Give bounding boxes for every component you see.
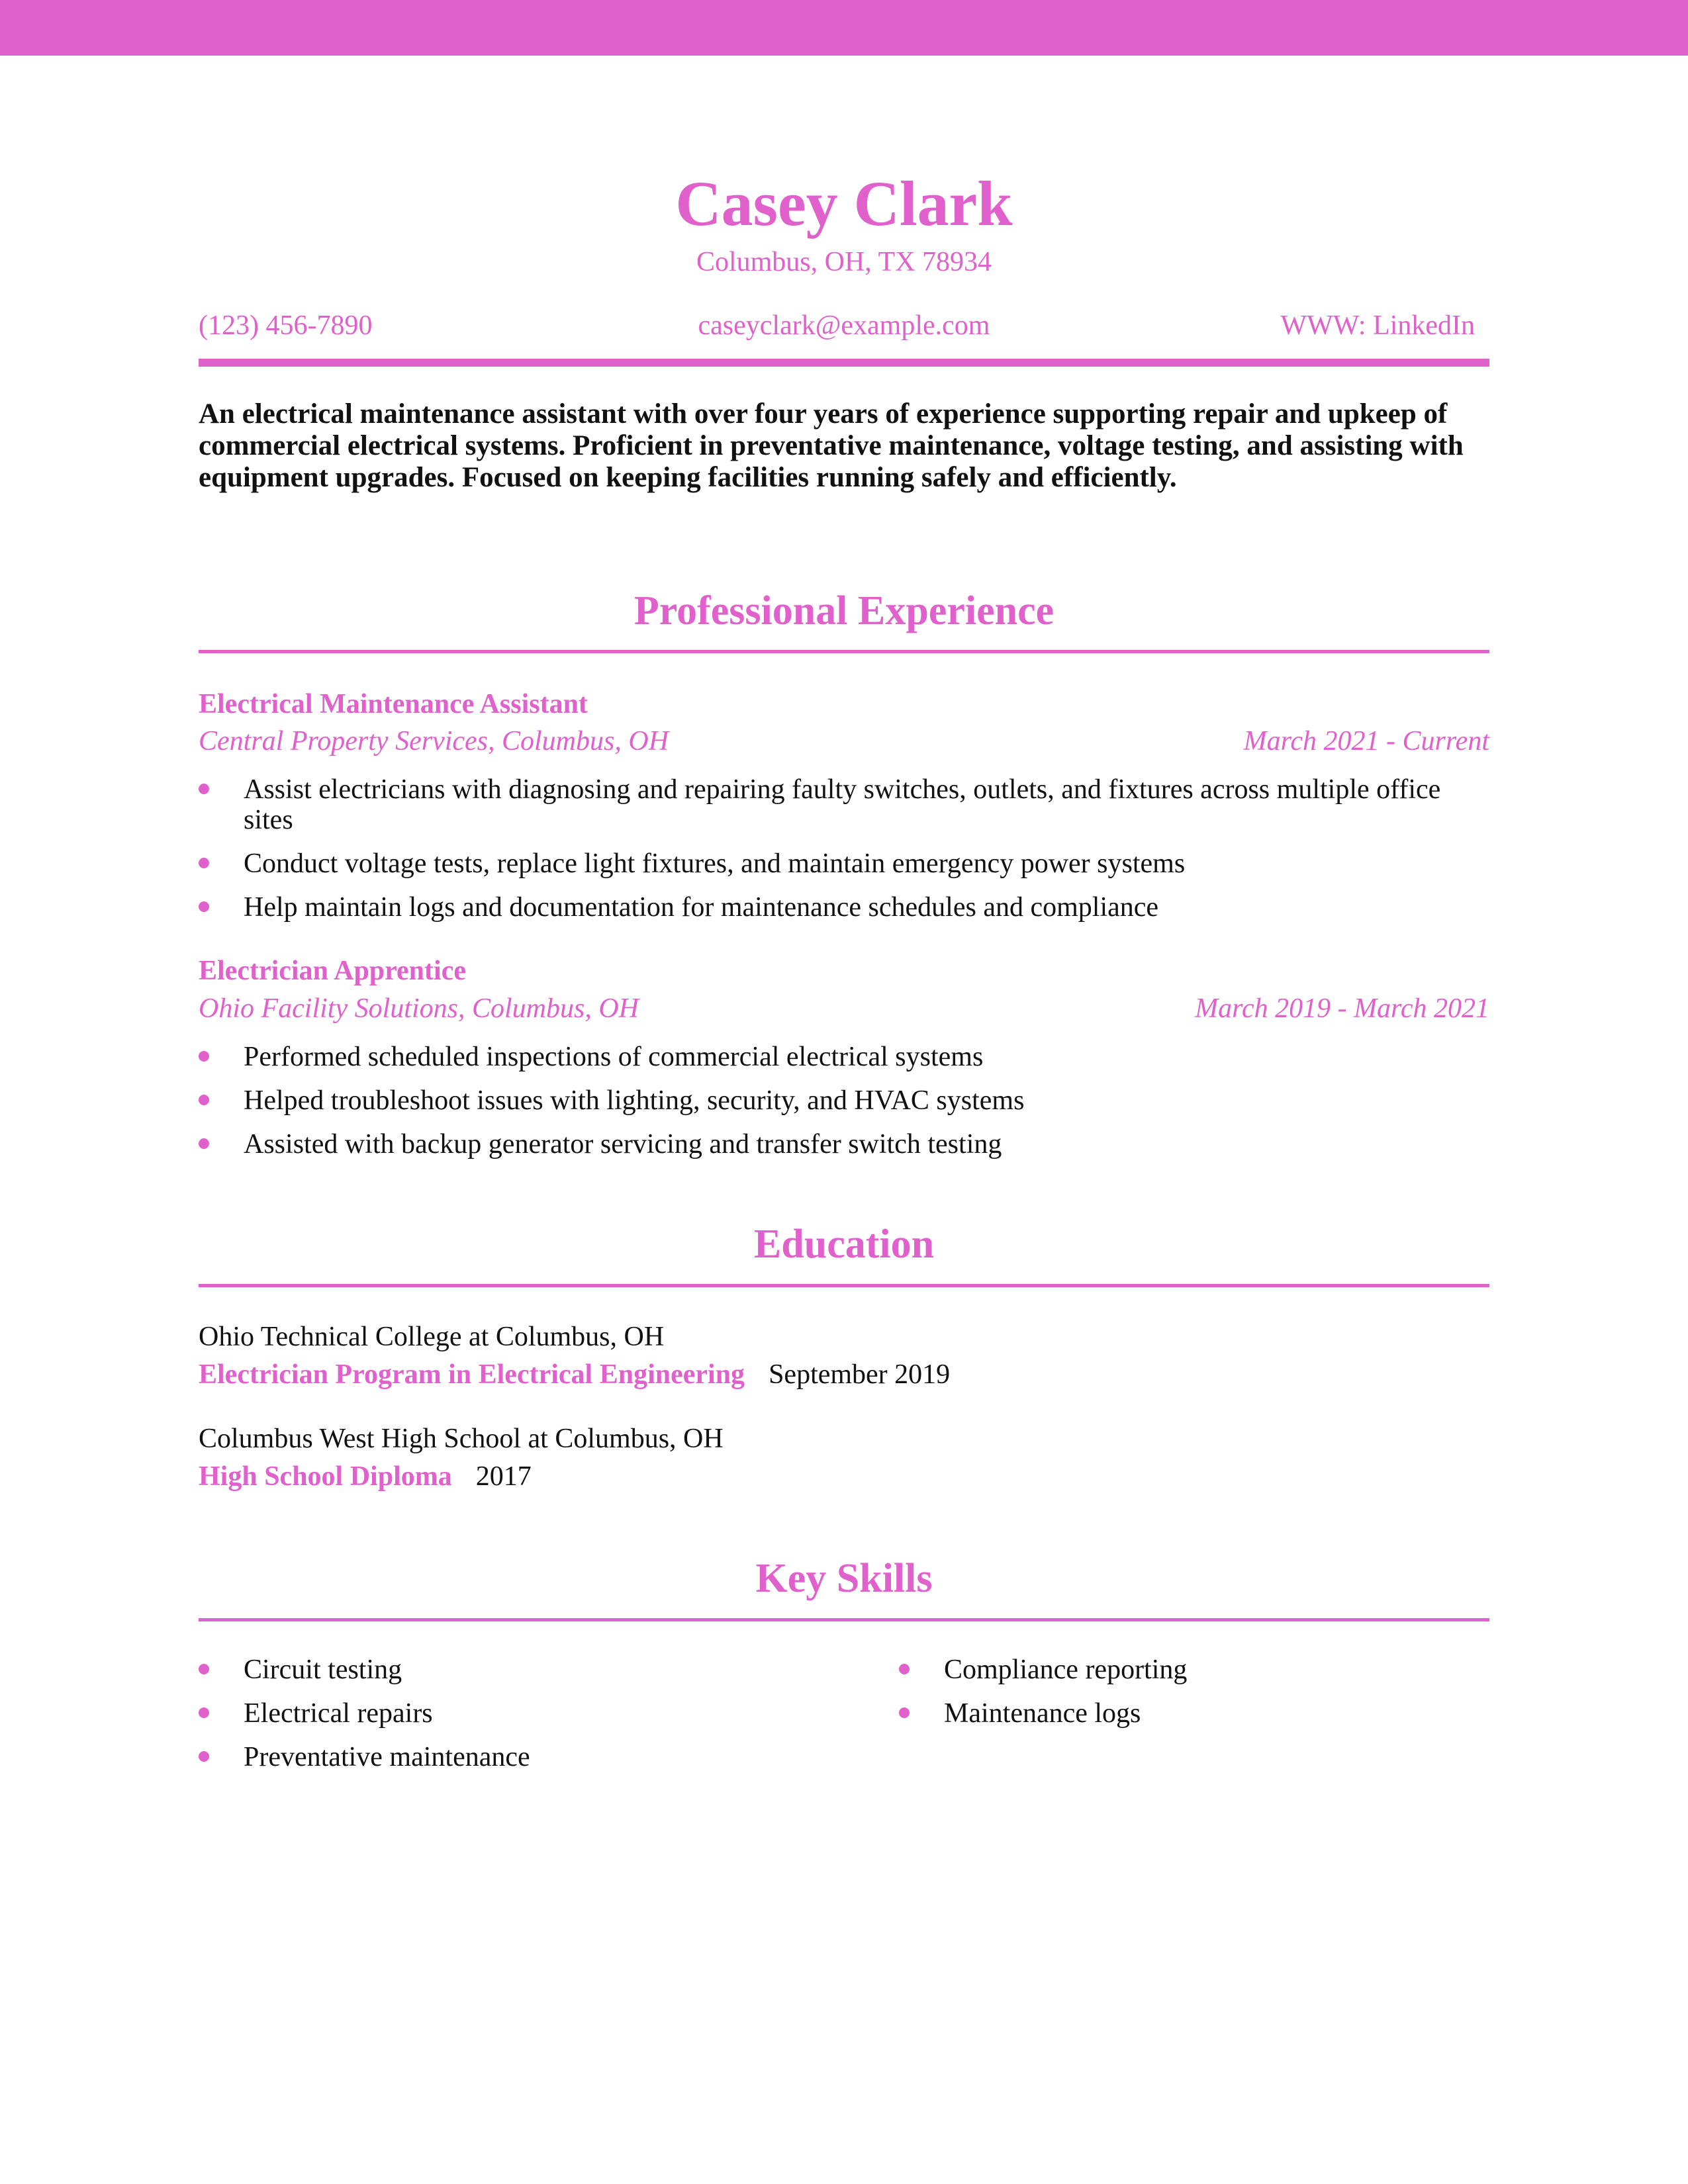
bullet-dot-icon	[199, 784, 209, 794]
skills-divider	[199, 1618, 1489, 1621]
education-school: Columbus West High School at Columbus, OH	[199, 1424, 724, 1454]
education-school: Ohio Technical College at Columbus, OH	[199, 1322, 665, 1352]
job-bullets	[199, 774, 1489, 936]
list-item: Preventative maintenance	[199, 1742, 1489, 1772]
job-company: Central Property Services, Columbus, OH	[199, 726, 669, 756]
list-item: Conduct voltage tests, replace light fixtures, and maintain emergency power systems	[199, 848, 1489, 879]
job-dates: March 2019 - March 2021	[1195, 993, 1489, 1024]
candidate-name: Casey Clark	[675, 168, 1013, 239]
contact-row	[199, 310, 1489, 347]
job-bullets	[199, 1042, 1489, 1173]
education-divider	[199, 1284, 1489, 1287]
skills-list-right	[899, 1655, 1688, 1742]
education-degree-row	[199, 1461, 532, 1492]
job-dates: March 2021 - Current	[1243, 726, 1489, 756]
bullet-dot-icon	[199, 1664, 209, 1674]
list-item: Maintenance logs	[899, 1698, 1688, 1729]
candidate-location: Columbus, OH, TX 78934	[696, 247, 992, 277]
education-degree: Electrician Program in Electrical Engineering	[199, 1359, 745, 1390]
education-degree-row	[199, 1359, 950, 1390]
bullet-dot-icon	[199, 1751, 209, 1762]
list-item: Performed scheduled inspections of commercial electrical systems	[199, 1042, 1489, 1072]
bullet-dot-icon	[199, 1051, 209, 1062]
bullet-dot-icon	[899, 1707, 910, 1718]
list-item: Assist electricians with diagnosing and repairing faulty switches, outlets, and fixtures across multiple office sites	[199, 774, 1489, 835]
header-divider	[199, 359, 1489, 367]
bullet-dot-icon	[199, 901, 209, 912]
job-title: Electrical Maintenance Assistant	[199, 689, 588, 719]
list-item: Helped troubleshoot issues with lighting, security, and HVAC systems	[199, 1085, 1489, 1116]
education-date: 2017	[475, 1461, 532, 1492]
job-title: Electrician Apprentice	[199, 956, 466, 986]
education-degree: High School Diploma	[199, 1461, 452, 1492]
education-date: September 2019	[769, 1359, 951, 1390]
list-item: Circuit testing	[199, 1655, 1489, 1685]
summary-paragraph: An electrical maintenance assistant with over four years of experience supporting repair and upkeep of commercial electrical systems. Proficient in preventative maintenance, voltage testing, and assisting with equipment upgrades. Focused on keeping facilities running safely and efficiently.	[199, 398, 1464, 493]
bullet-dot-icon	[199, 1095, 209, 1105]
bullet-dot-icon	[899, 1664, 910, 1674]
list-item: Assisted with backup generator servicing and transfer switch testing	[199, 1129, 1489, 1160]
list-item: Electrical repairs	[199, 1698, 1489, 1729]
contact-website-link[interactable]: WWW: LinkedIn	[1280, 310, 1475, 341]
job-company: Ohio Facility Solutions, Columbus, OH	[199, 993, 639, 1024]
section-title-skills: Key Skills	[755, 1556, 933, 1601]
bullet-dot-icon	[199, 1707, 209, 1718]
section-title-education: Education	[753, 1222, 935, 1267]
top-accent-bar	[0, 0, 1688, 56]
contact-phone[interactable]: (123) 456-7890	[199, 310, 373, 341]
experience-divider	[199, 650, 1489, 653]
bullet-dot-icon	[199, 1138, 209, 1149]
list-item: Help maintain logs and documentation for maintenance schedules and compliance	[199, 892, 1489, 923]
section-title-experience: Professional Experience	[633, 588, 1055, 633]
bullet-dot-icon	[199, 858, 209, 868]
contact-email[interactable]: caseyclark@example.com	[698, 310, 990, 341]
list-item: Compliance reporting	[899, 1655, 1688, 1685]
